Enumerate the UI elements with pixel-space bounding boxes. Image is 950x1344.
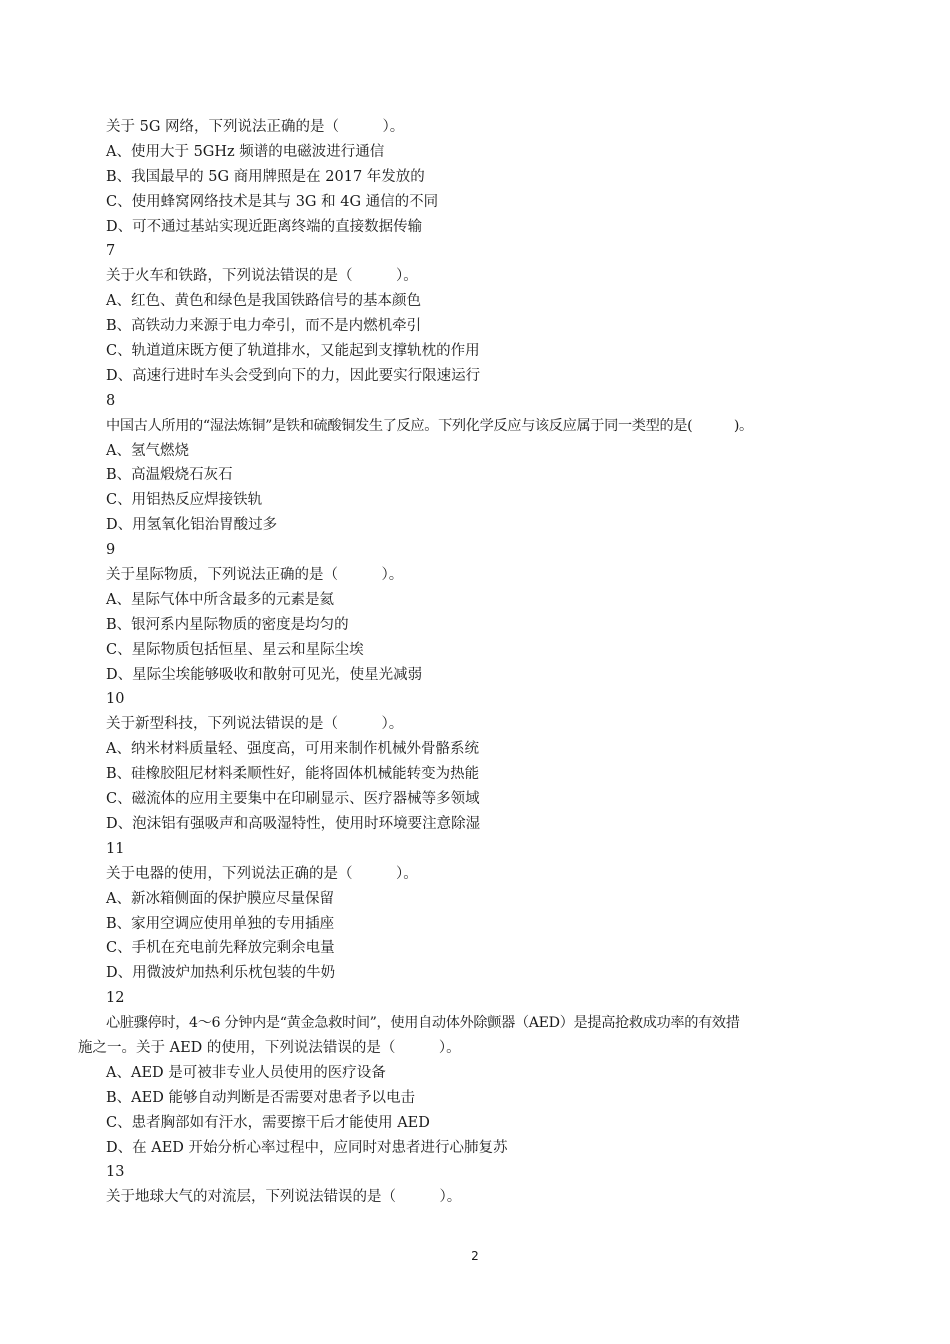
question-8-option-d: D、用氢氧化铝治胃酸过多 <box>106 517 278 534</box>
question-8-option-b: B、高温煅烧石灰石 <box>106 467 233 484</box>
question-10-option-c: C、磁流体的应用主要集中在印刷显示、医疗器械等多领域 <box>106 791 480 808</box>
question-9-stem: 关于星际物质，下列说法正确的是（ ）。 <box>106 567 404 584</box>
question-12-option-b: B、AED 能够自动判断是否需要对患者予以电击 <box>106 1089 415 1106</box>
question-8-stem: 中国古人所用的“湿法炼铜”是铁和硫酸铜发生了反应。下列化学反应与该反应属于同一类型的是( )。 <box>106 417 753 434</box>
question-12-stem-line-2: 施之一。关于 AED 的使用，下列说法错误的是（ ）。 <box>78 1039 461 1056</box>
question-7-number: 7 <box>106 243 116 260</box>
question-13-stem: 关于地球大气的对流层，下列说法错误的是（ ）。 <box>106 1189 462 1206</box>
question-13-number: 13 <box>106 1164 125 1181</box>
question-12-option-d: D、在 AED 开始分析心率过程中，应同时对患者进行心肺复苏 <box>106 1139 508 1156</box>
question-9-number: 9 <box>106 542 116 559</box>
question-12-option-a: A、AED 是可被非专业人员使用的医疗设备 <box>106 1064 386 1081</box>
question-11-stem: 关于电器的使用，下列说法正确的是（ ）。 <box>106 865 418 882</box>
question-7-option-d: D、高速行进时车头会受到向下的力，因此要实行限速运行 <box>106 367 481 384</box>
question-11-option-b: B、家用空调应使用单独的专用插座 <box>106 915 335 932</box>
question-6-stem: 关于 5G 网络，下列说法正确的是（ ）。 <box>106 119 405 135</box>
question-9-option-a: A、星际气体中所含最多的元素是氦 <box>106 591 334 608</box>
question-6-option-c: C、使用蜂窝网络技术是其与 3G 和 4G 通信的不同 <box>106 193 439 210</box>
question-7-stem: 关于火车和铁路，下列说法错误的是（ ）。 <box>106 268 418 285</box>
question-9-option-c: C、星际物质包括恒星、星云和星际尘埃 <box>106 641 364 658</box>
question-9-option-d: D、星际尘埃能够吸收和散射可见光，使星光减弱 <box>106 666 423 683</box>
question-7-option-b: B、高铁动力来源于电力牵引，而不是内燃机牵引 <box>106 318 422 335</box>
question-12-stem-line-1: 心脏骤停时，4～6 分钟内是“黄金急救时间”，使用自动体外除颤器（AED）是提高抢救成功率的有效措 <box>106 1015 740 1032</box>
question-10-option-a: A、纳米材料质量轻、强度高，可用来制作机械外骨骼系统 <box>106 741 479 758</box>
question-11-number: 11 <box>106 840 125 857</box>
question-8-number: 8 <box>106 392 116 409</box>
question-10-stem: 关于新型科技，下列说法错误的是（ ）。 <box>106 716 404 733</box>
question-9-option-b: B、银河系内星际物质的密度是均匀的 <box>106 616 349 633</box>
question-11-option-c: C、手机在充电前先释放完剩余电量 <box>106 940 335 957</box>
question-6-option-b: B、我国最早的 5G 商用牌照是在 2017 年发放的 <box>106 168 425 185</box>
question-12-option-c: C、患者胸部如有汗水，需要擦干后才能使用 AED <box>106 1114 430 1131</box>
question-6-option-d: D、可不通过基站实现近距离终端的直接数据传输 <box>106 218 423 235</box>
question-10-number: 10 <box>106 691 125 708</box>
question-10-option-d: D、泡沫铝有强吸声和高吸湿特性，使用时环境要注意除湿 <box>106 815 481 832</box>
question-12-number: 12 <box>106 990 125 1007</box>
document-body <box>0 115 950 1210</box>
question-10-option-b: B、硅橡胶阻尼材料柔顺性好，能将固体机械能转变为热能 <box>106 766 480 783</box>
question-8-option-a: A、氢气燃烧 <box>106 442 189 459</box>
page-number: 2 <box>471 1249 479 1263</box>
question-11-option-d: D、用微波炉加热利乐枕包装的牛奶 <box>106 965 336 982</box>
question-7-option-c: C、轨道道床既方便了轨道排水，又能起到支撑轨枕的作用 <box>106 343 480 360</box>
question-7-option-a: A、红色、黄色和绿色是我国铁路信号的基本颜色 <box>106 293 421 310</box>
question-8-option-c: C、用铝热反应焊接铁轨 <box>106 492 263 509</box>
question-11-option-a: A、新冰箱侧面的保护膜应尽量保留 <box>106 890 334 907</box>
question-6-option-a: A、使用大于 5GHz 频谱的电磁波进行通信 <box>106 143 385 160</box>
